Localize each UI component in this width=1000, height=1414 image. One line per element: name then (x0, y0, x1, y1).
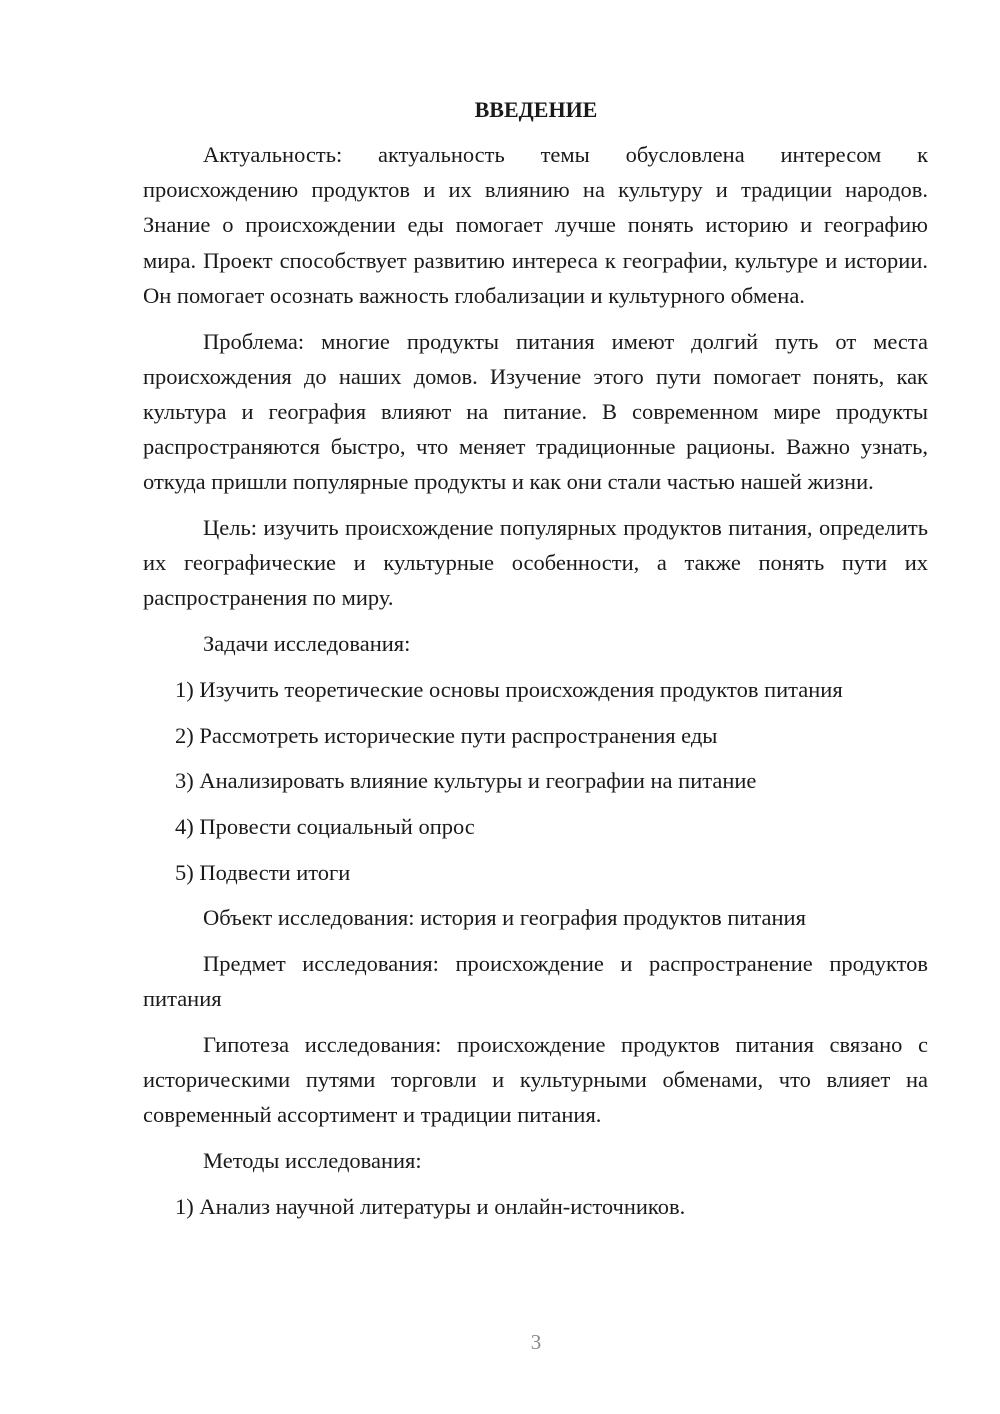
goal-paragraph: Цель: изучить происхождение популярных продуктов питания, определить их географические и культурные особенности, а также понять пути их распространения по миру. (143, 515, 928, 611)
task-item: 3) Анализировать влияние культуры и географии на питание (175, 768, 757, 794)
relevance-paragraph: Актуальность: актуальность темы обусловлена интересом к происхождению продуктов и их влиянию на культуру и традиции народов. Знание о происхождении еды помогает лучше понять историю и географию мира. Проект способствует развитию интереса к географии, культуре и истории. Он помогает осознать важность глобализации и культурного обмена. (143, 142, 928, 308)
page-number: 3 (530, 1330, 542, 1354)
task-item: 4) Провести социальный опрос (175, 813, 475, 839)
object-line: Объект исследования: история и география продуктов питания (203, 905, 806, 931)
page-content (143, 95, 928, 1234)
methods-title: Методы исследования: (203, 1148, 422, 1174)
task-item: 5) Подвести итоги (175, 859, 351, 885)
subject-paragraph: Предмет исследования: происхождение и распространение продуктов питания (143, 951, 928, 1012)
task-item: 1) Изучить теоретические основы происхождения продуктов питания (175, 676, 843, 702)
tasks-title: Задачи исследования: (203, 631, 411, 657)
problem-paragraph: Проблема: многие продукты питания имеют долгий путь от места происхождения до наших домов. Изучение этого пути помогает понять, как культура и география влияют на питание. В современном мире продукты распространяются быстро, что меняет традиционные рационы. Важно узнать, откуда пришли популярные продукты и как они стали частью нашей жизни. (143, 328, 928, 495)
task-item: 2) Рассмотреть исторические пути распространения еды (175, 722, 718, 748)
hypothesis-paragraph: Гипотеза исследования: происхождение продуктов питания связано с историческими путями торговли и культурными обменами, что влияет на современный ассортимент и традиции питания. (143, 1031, 928, 1128)
method-item: 1) Анализ научной литературы и онлайн-источников. (175, 1193, 686, 1219)
section-heading: ВВЕДЕНИЕ (474, 97, 598, 122)
